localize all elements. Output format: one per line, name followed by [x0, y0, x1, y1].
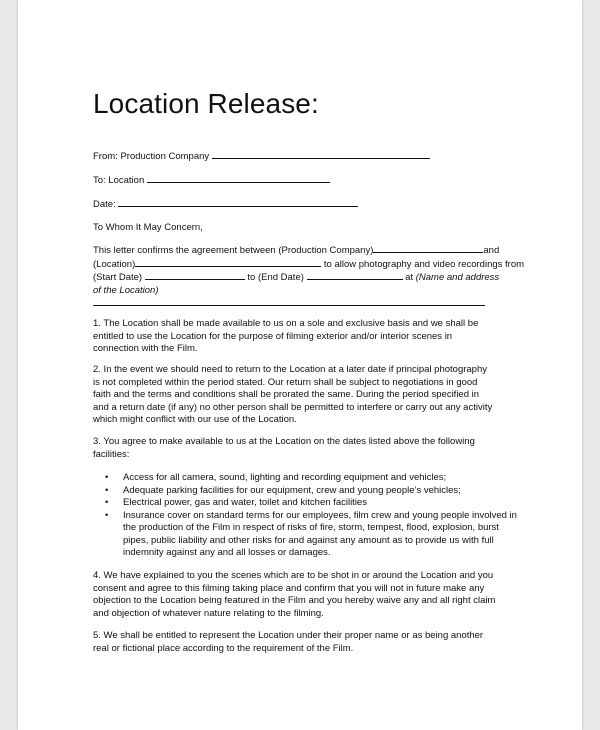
bullet-text: flood, explosion, burst pipes, public liability and other risks for and against any: [123, 522, 499, 546]
intro-text: (Location): [93, 258, 136, 270]
from-blank-line: [212, 150, 430, 159]
intro-line-2: [93, 258, 523, 272]
list-item: [105, 472, 525, 485]
address-blank-row: [93, 297, 523, 311]
list-item: [105, 485, 525, 498]
bullet-icon: •: [105, 484, 109, 496]
from-label: From: Production Company: [93, 151, 210, 162]
clause-line: facilities:: [93, 448, 130, 460]
page-title: Location Release:: [93, 88, 319, 119]
clause-line: 2. In the event we should need to return to the Location at a later date if principal photography: [93, 364, 487, 375]
clause-line: connection with the Film.: [93, 343, 198, 354]
list-item: [105, 497, 525, 510]
from-field: [93, 150, 430, 162]
clause-4: [93, 570, 523, 620]
date-label: Date:: [93, 199, 116, 210]
clause-line: 5. We shall be entitled to represent the Location under their proper name or as being another: [93, 630, 484, 641]
bullet-text: Insurance cover on standard terms for our employees, film crew and young: [123, 509, 439, 521]
clause-line: 4. We have explained to you the scenes which are to be shot in or around the Location and you: [93, 570, 494, 581]
to-label: To: Location: [93, 175, 145, 186]
intro-text: at: [405, 272, 414, 283]
clause-line: faith and the terms and conditions shall be prorated the same. During the period specified in: [93, 389, 480, 400]
clause-1: [93, 318, 523, 356]
bullet-text: Access for all camera, sound, lighting and recording equipment and vehicles;: [123, 472, 447, 483]
intro-text: This letter confirms the agreement between (Production Company): [93, 245, 374, 256]
bullet-text: amount as to provide us with full indemnity against any and all losses or damages.: [123, 534, 494, 558]
start-date-blank-line: [145, 271, 245, 280]
intro-text: and: [483, 245, 500, 256]
clause-line: and a return date (if any) no other person shall be permitted to interfere or carry out any activity: [93, 401, 493, 413]
intro-line-3: [93, 271, 523, 285]
to-field: [93, 174, 330, 186]
date-blank-line: [118, 198, 358, 207]
bullet-icon: •: [105, 497, 109, 508]
bullet-icon: •: [105, 472, 109, 483]
bullet-text: people involved in the production of the Film in respect of risks of fire, storm, tempest,: [123, 509, 517, 533]
bullet-text: Adequate parking facilities for our equipment, crew and young people’s vehicles;: [123, 484, 461, 496]
intro-text: to (End Date): [247, 272, 304, 283]
location-blank-line: [135, 258, 321, 267]
clause-line: which might conflict with our use of the Location.: [93, 414, 297, 425]
salutation: To Whom It May Concern,: [93, 222, 203, 233]
to-blank-line: [147, 174, 330, 183]
bullet-icon: •: [105, 509, 109, 521]
clause-2: [93, 364, 523, 427]
document-page: [18, 0, 582, 730]
clause-5: [93, 630, 523, 655]
facilities-list: [105, 472, 525, 560]
date-field: [93, 198, 358, 210]
bullet-text: Electrical power, gas and water, toilet and kitchen facilities: [123, 497, 367, 508]
clause-line: entitled to use the Location for the purpose of filming exterior and/or interior scenes in: [93, 330, 453, 342]
clause-line: consent and agree to this filming taking place and confirm that you will not in future make any: [93, 582, 485, 594]
clause-line: and objection of whatever nature relating to the filming.: [93, 607, 324, 619]
clause-line: objection to the Location being featured in the Film and you hereby waive any and all right claim: [93, 595, 496, 606]
clause-line: 3. You agree to make available to us at the Location on the dates listed above the following: [93, 436, 475, 447]
intro-text: (Start Date): [93, 272, 143, 283]
clause-line: is not completed within the period stated. Our return shall be subject to negotiations in good: [93, 376, 478, 388]
intro-text: (Name and address: [415, 272, 500, 283]
intro-line-1: [93, 244, 523, 258]
intro-line-4: of the Location): [93, 284, 159, 296]
intro-text: to allow photography and video recordings from: [323, 258, 525, 270]
clause-line: 1. The Location shall be made available to us on a sole and exclusive basis and we shall be: [93, 318, 479, 329]
clause-3: [93, 436, 523, 461]
intro-paragraph: [93, 244, 523, 311]
clause-line: real or fictional place according to the requirement of the Film.: [93, 642, 354, 654]
company-blank-line: [373, 244, 483, 253]
end-date-blank-line: [307, 271, 403, 280]
list-item: [105, 510, 525, 560]
address-blank-line: [93, 297, 485, 306]
